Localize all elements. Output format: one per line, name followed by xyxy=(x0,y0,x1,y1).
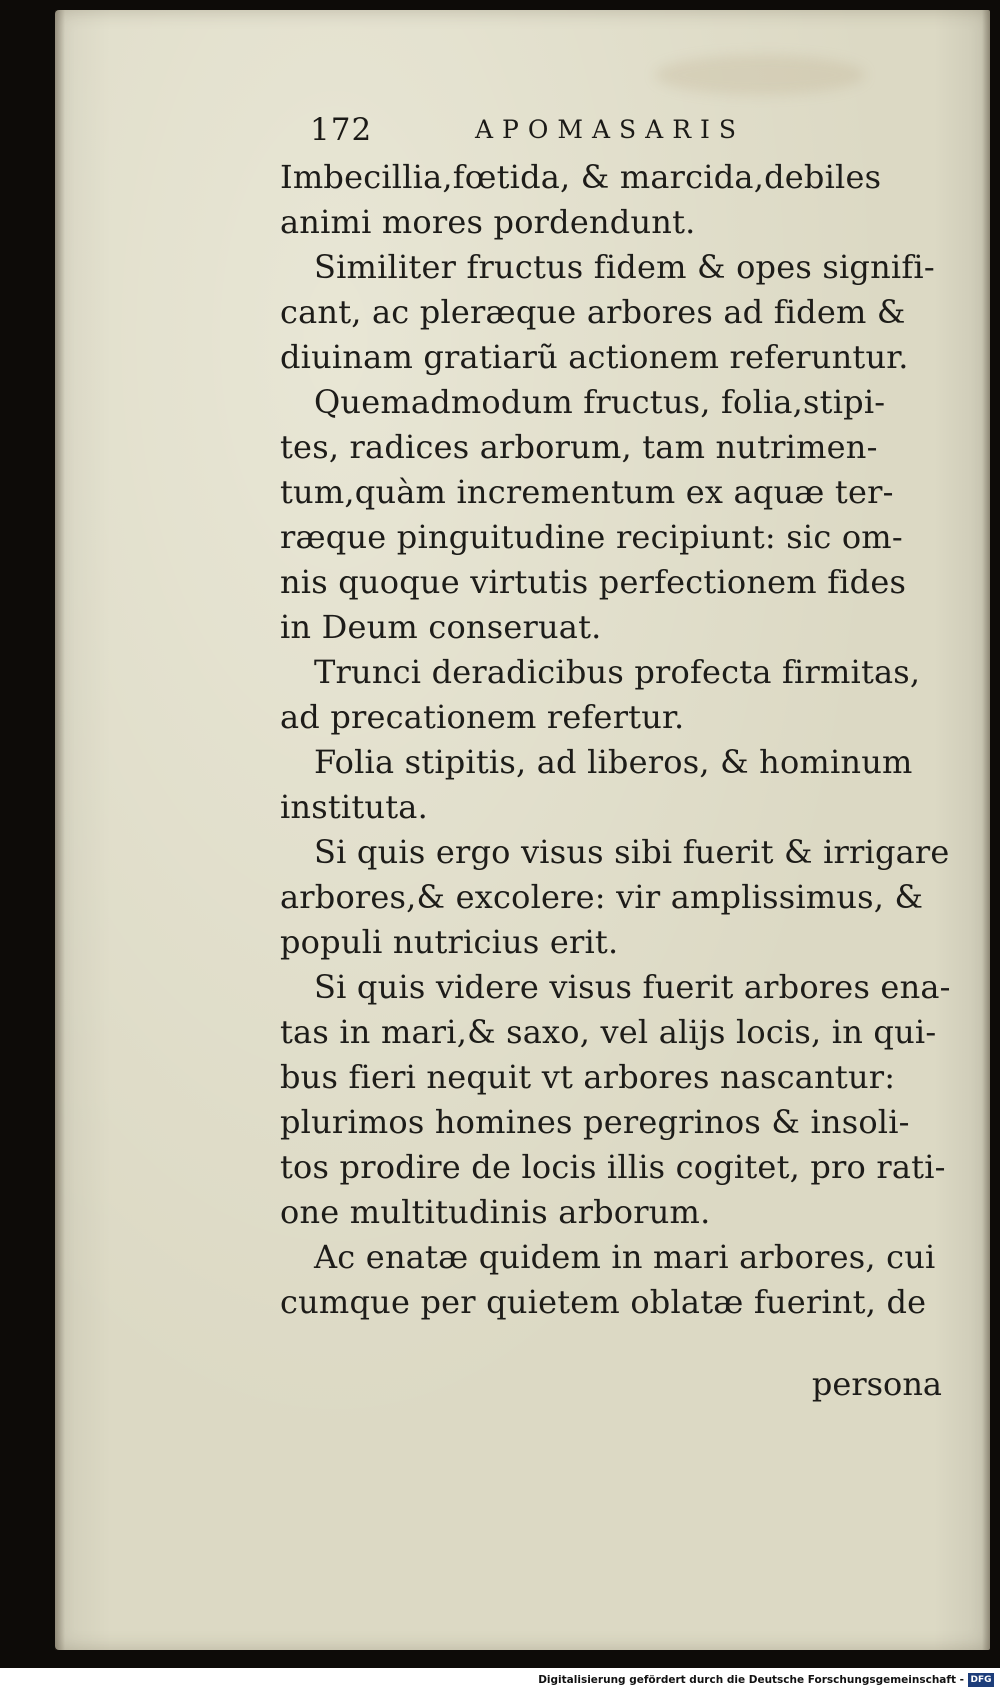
text-line: ad precationem refertur. xyxy=(280,698,685,736)
running-head: APOMASARIS xyxy=(475,115,746,144)
paper-stain xyxy=(655,55,865,95)
digitization-footer xyxy=(0,1668,1000,1690)
text-line: Similiter fructus fidem & opes signifi- xyxy=(314,248,935,286)
page-header xyxy=(310,112,830,152)
text-line: cant, ac pleræque arbores ad fidem & xyxy=(280,293,906,331)
text-line: arbores,& excolere: vir amplissimus, & xyxy=(280,878,924,916)
text-line: populi nutricius erit. xyxy=(280,923,619,961)
text-line: Si quis videre visus fuerit arbores ena- xyxy=(314,968,951,1006)
text-line: Si quis ergo visus sibi fuerit & irrigare xyxy=(314,833,950,871)
dfg-logo: DFG xyxy=(968,1673,994,1687)
text-line: ræque pinguitudine recipiunt: sic om- xyxy=(280,518,903,556)
body-text xyxy=(280,155,960,1325)
text-line: in Deum conseruat. xyxy=(280,608,602,646)
text-line: nis quoque virtutis perfectionem fides xyxy=(280,563,907,601)
text-line: plurimos homines peregrinos & insoli- xyxy=(280,1103,910,1141)
text-line: bus fieri nequit vt arbores nascantur: xyxy=(280,1058,896,1096)
text-line: diuinam gratiarũ actionem referuntur. xyxy=(280,338,909,376)
page-number: 172 xyxy=(310,112,373,148)
text-line: tes, radices arborum, tam nutrimen- xyxy=(280,428,878,466)
text-line: tum,quàm incrementum ex aquæ ter- xyxy=(280,473,894,511)
text-line: instituta. xyxy=(280,788,428,826)
text-line: cumque per quietem oblatæ fuerint, de xyxy=(280,1283,927,1321)
text-line: Ac enatæ quidem in mari arbores, cui xyxy=(314,1238,936,1276)
text-line: one multitudinis arborum. xyxy=(280,1193,711,1231)
text-line: tos prodire de locis illis cogitet, pro rati- xyxy=(280,1148,946,1186)
text-line: Quemadmodum fructus, folia,stipi- xyxy=(314,383,886,421)
text-line: Imbecillia,fœtida, & marcida,debiles xyxy=(280,158,882,196)
text-line: Trunci deradicibus profecta firmitas, xyxy=(314,653,921,691)
text-line: tas in mari,& saxo, vel alijs locis, in qui- xyxy=(280,1013,937,1051)
text-line: Folia stipitis, ad liberos, & hominum xyxy=(314,743,913,781)
funding-credit: Digitalisierung gefördert durch die Deutsche Forschungsgemeinschaft - xyxy=(538,1674,964,1686)
catchword: persona xyxy=(811,1365,942,1403)
text-line: animi mores pordendunt. xyxy=(280,203,696,241)
